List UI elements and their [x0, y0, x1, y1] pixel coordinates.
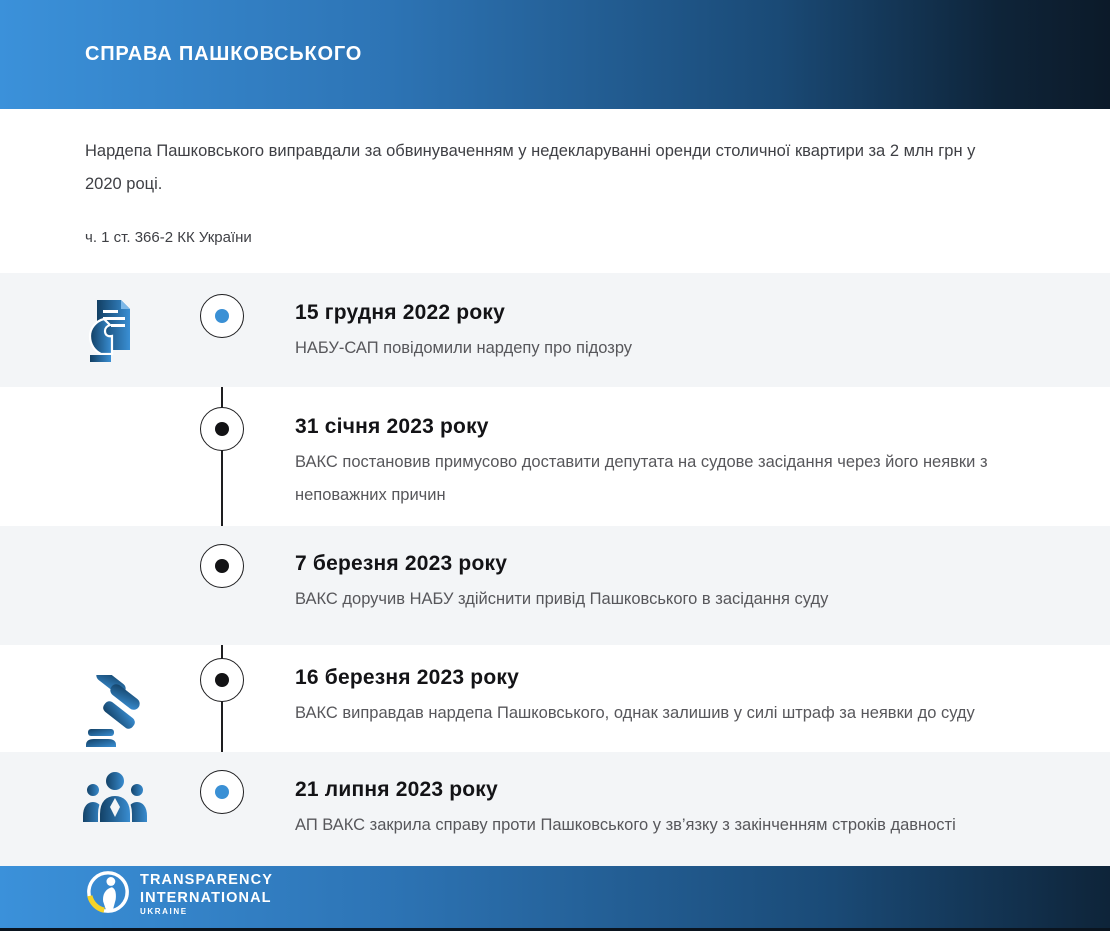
event-description: ВАКС доручив НАБУ здійснити привід Пашковського в засідання суду: [295, 590, 829, 608]
footer-banner: [0, 861, 1110, 928]
logo-line-3: UKRAINE: [140, 907, 188, 916]
event-description: ВАКС постановив примусово доставити депутата на судове засідання через його неявки з неповажних причин: [295, 453, 988, 504]
judges-panel-icon: [78, 768, 152, 829]
timeline-event-3: [0, 526, 1110, 645]
logo-text: [140, 873, 273, 916]
event-content: [295, 273, 1065, 365]
logo-line-1: TRANSPARENCY: [140, 872, 273, 888]
case-summary: Нардепа Пашковського виправдали за обвинуваченням у недекларуванні оренди столичної квартири за 2 млн грн у 2020 році.: [85, 142, 976, 193]
event-content: [295, 645, 1065, 730]
event-description: ВАКС виправдав нардепа Пашковського, однак залишив у силі штраф за неявки до суду: [295, 704, 975, 722]
intro-section: [0, 109, 1110, 246]
gavel-icon: [82, 675, 148, 752]
event-date: 21 липня 2023 року: [295, 778, 498, 801]
transparency-international-logo: [85, 869, 273, 920]
event-content: [295, 752, 1065, 842]
event-date: 7 березня 2023 року: [295, 552, 508, 575]
timeline-event-2: [0, 387, 1110, 526]
timeline-node-5: [200, 770, 244, 814]
timeline-dot: [215, 673, 229, 687]
globe-logo-icon: [85, 869, 131, 920]
timeline-node-3: [200, 544, 244, 588]
timeline-dot: [215, 559, 229, 573]
event-description: АП ВАКС закрила справу проти Пашковського у зв’язку з закінченням строків давності: [295, 816, 956, 834]
event-content: [295, 526, 1065, 616]
timeline: [0, 273, 1110, 866]
timeline-event-1: [0, 273, 1110, 387]
timeline-node-2: [200, 407, 244, 451]
timeline-dot: [215, 309, 229, 323]
hand-document-icon: [84, 297, 136, 370]
event-date: 16 березня 2023 року: [295, 666, 519, 689]
event-content: [295, 387, 1065, 512]
timeline-node-4: [200, 658, 244, 702]
timeline-node-1: [200, 294, 244, 338]
page-title: СПРАВА ПАШКОВСЬКОГО: [85, 43, 363, 65]
header-banner: [0, 0, 1110, 109]
event-date: 15 грудня 2022 року: [295, 301, 505, 324]
timeline-event-5: [0, 752, 1110, 866]
event-date: 31 січня 2023 року: [295, 415, 489, 438]
timeline-dot: [215, 785, 229, 799]
timeline-dot: [215, 422, 229, 436]
logo-line-2: INTERNATIONAL: [140, 889, 272, 906]
event-description: НАБУ-САП повідомили нардепу про підозру: [295, 339, 633, 357]
law-reference: ч. 1 ст. 366-2 КК України: [85, 229, 252, 246]
timeline-event-4: [0, 645, 1110, 752]
